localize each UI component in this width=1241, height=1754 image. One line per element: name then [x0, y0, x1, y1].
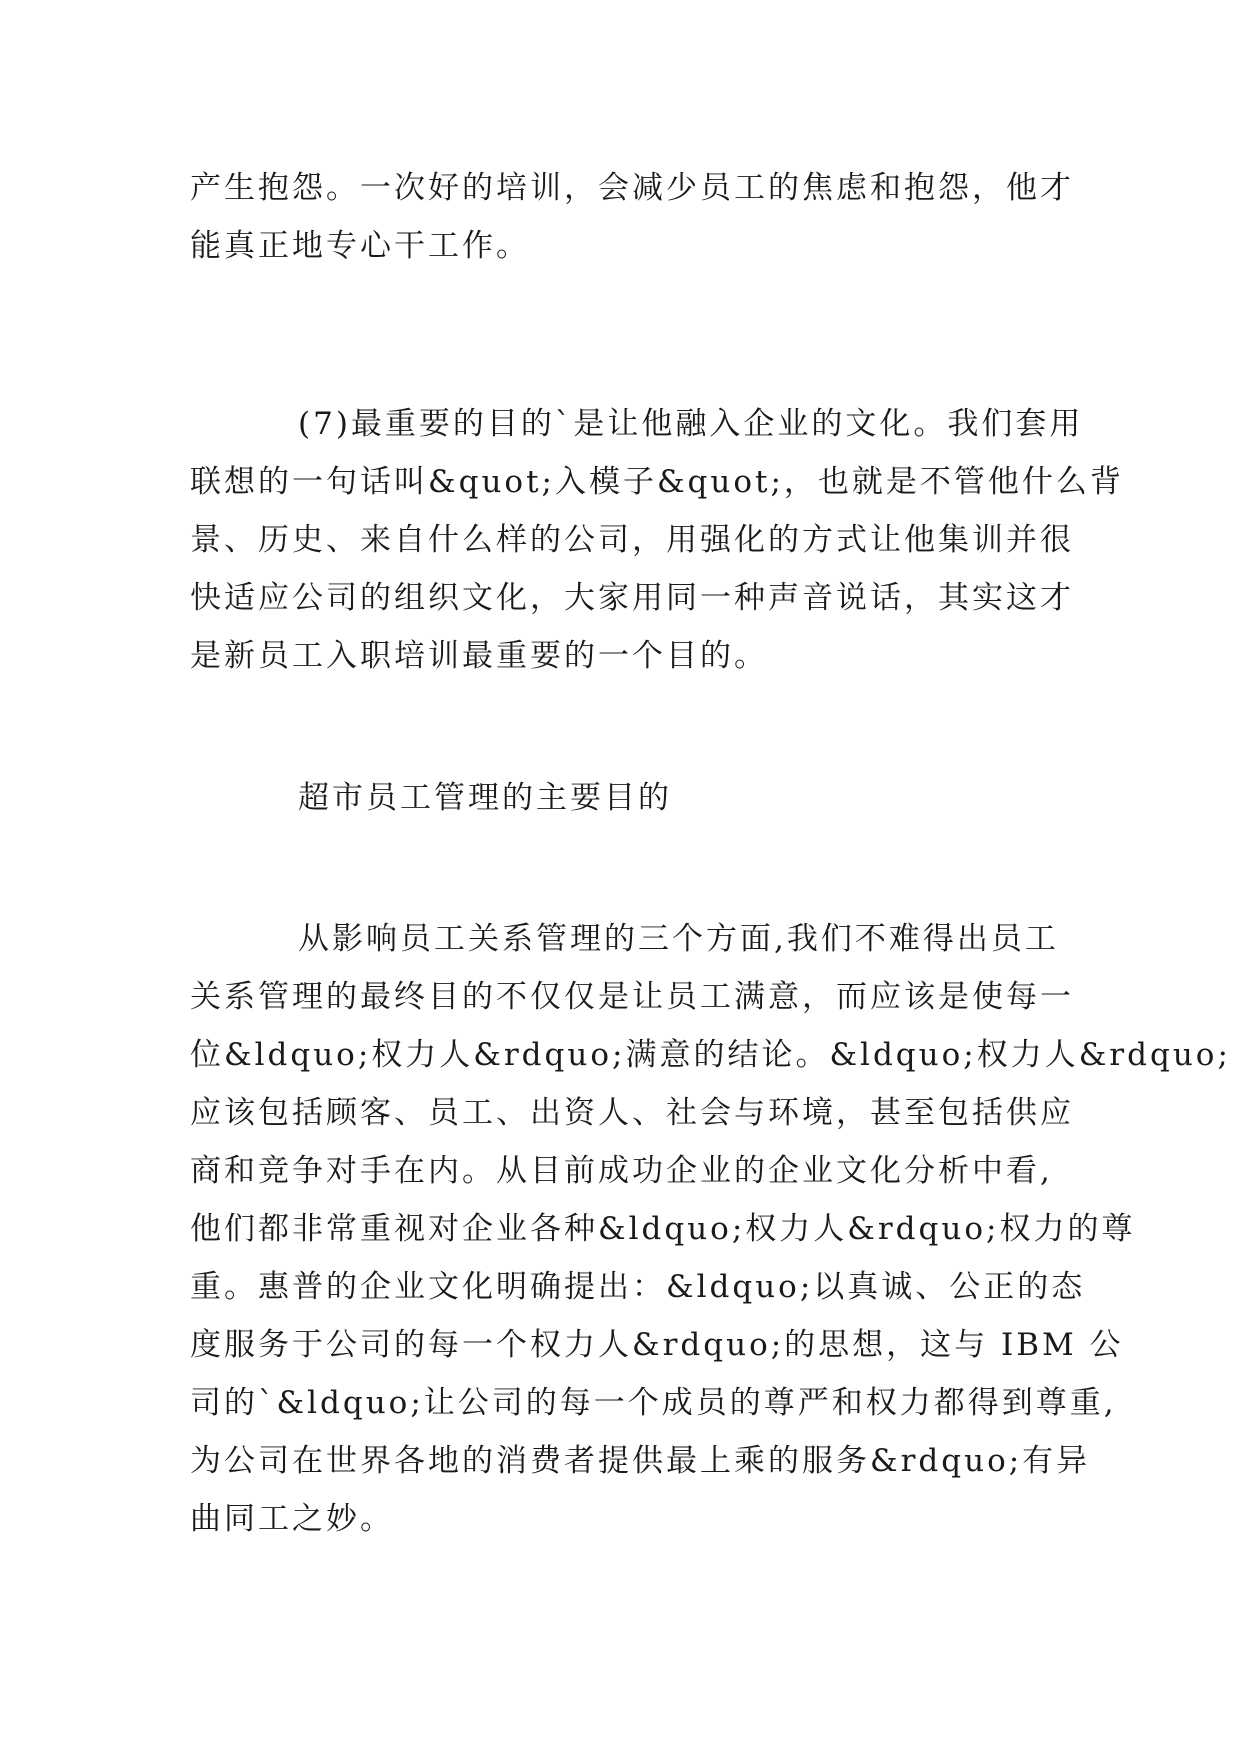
text-line: 关系管理的最终目的不仅仅是让员工满意，而应该是使每一	[190, 979, 1074, 1015]
text-line: 快适应公司的组织文化，大家用同一种声音说话，其实这才	[190, 580, 1074, 616]
text-line: 是新员工入职培训最重要的一个目的。	[190, 638, 768, 674]
text-line: 能真正地专心干工作。	[190, 228, 530, 264]
text-line: 司的`&ldquo;让公司的每一个成员的尊严和权力都得到尊重,	[190, 1385, 1117, 1421]
text-line: 重。惠普的企业文化明确提出：&ldquo;以真诚、公正的态	[190, 1269, 1086, 1305]
text-line: 度服务于公司的每一个权力人&rdquo;的思想，这与 IBM 公	[190, 1327, 1124, 1363]
section-heading	[190, 769, 1060, 827]
text-line: 他们都非常重视对企业各种&ldquo;权力人&rdquo;权力的尊	[190, 1211, 1136, 1247]
text-line: 商和竞争对手在内。从目前成功企业的企业文化分析中看,	[190, 1153, 1053, 1189]
paragraph-training-benefit	[190, 159, 1074, 275]
paragraph-employee-relations	[190, 910, 1231, 1548]
text-line: 应该包括顾客、员工、出资人、社会与环境，甚至包括供应	[190, 1095, 1074, 1131]
text-line: 联想的一句话叫&quot;入模子&quot;，也就是不管他什么背	[190, 464, 1124, 500]
heading-text: 超市员工管理的主要目的	[298, 780, 672, 816]
text-line: 曲同工之妙。	[190, 1501, 394, 1537]
text-line: 景、历史、来自什么样的公司，用强化的方式让他集训并很	[190, 522, 1074, 558]
paragraph-company-culture	[190, 395, 1124, 685]
text-line: 为公司在世界各地的消费者提供最上乘的服务&rdquo;有异	[190, 1443, 1091, 1479]
text-line: 位&ldquo;权力人&rdquo;满意的结论。&ldquo;权力人&rdquo;	[190, 1037, 1231, 1073]
text-line: 从影响员工关系管理的三个方面,我们不难得出员工	[298, 921, 1059, 957]
text-line: 产生抱怨。一次好的培训，会减少员工的焦虑和抱怨，他才	[190, 170, 1074, 206]
text-line: (7)最重要的目的`是让他融入企业的文化。我们套用	[298, 406, 1084, 442]
